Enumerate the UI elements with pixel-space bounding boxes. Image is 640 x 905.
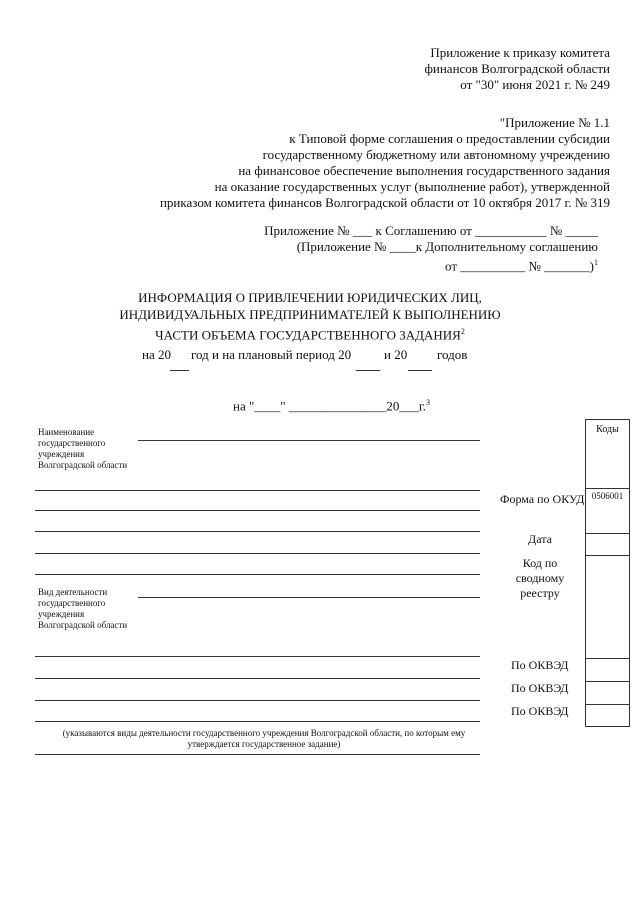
codes-divider-1 <box>586 488 629 489</box>
institution-name-input-line[interactable] <box>138 440 480 441</box>
typical-form-line3: государственному бюджетному или автономному учреждению <box>262 147 610 162</box>
codes-header: Коды <box>596 424 619 435</box>
order-appendix <box>424 45 610 93</box>
codes-divider-3 <box>586 555 629 556</box>
footnote-1: 1 <box>594 258 598 267</box>
codes-divider-2 <box>586 533 629 534</box>
document-title <box>80 289 540 343</box>
agreement-ref-line3: от __________ № _______)$^1$ <box>445 258 598 274</box>
typical-form-line2: к Типовой форме соглашения о предоставлении субсидии <box>289 131 610 146</box>
typical-form-line1: "Приложение № 1.1 <box>499 115 610 130</box>
okved-label-3: По ОКВЭД <box>511 704 569 718</box>
activity-line-6[interactable] <box>35 754 480 755</box>
form-code-cell: 0506001 <box>591 491 624 501</box>
institution-name-line-4[interactable] <box>35 531 480 532</box>
form-okud-label: Форма по ОКУД <box>500 492 585 506</box>
activity-line-5[interactable] <box>35 721 480 722</box>
title-line3: ЧАСТИ ОБЪЕМА ГОСУДАРСТВЕННОГО ЗАДАНИЯ$^2$ <box>155 327 465 343</box>
date-label: Дата <box>528 532 552 546</box>
activity-type-input-line[interactable] <box>138 597 480 598</box>
registry-code-label: Код по сводному реестру <box>515 556 565 600</box>
activity-type-label: Вид деятельности государственного учреждения Волгоградской области <box>38 587 128 630</box>
title-line2: ИНДИВИДУАЛЬНЫХ ПРЕДПРИНИМАТЕЛЕЙ К ВЫПОЛНЕНИЮ <box>119 307 501 322</box>
institution-name-line-6[interactable] <box>35 574 480 575</box>
period-part3: и 20 <box>384 347 408 362</box>
codes-divider-5 <box>586 681 629 682</box>
agreement-reference <box>264 223 598 274</box>
activity-line-3[interactable] <box>35 678 480 679</box>
date-line: на "____" _______________20___г.$^3$ <box>233 398 430 414</box>
period-part2: год и на плановый период 20 <box>191 347 352 362</box>
agreement-ref-line2: (Приложение № ____к Дополнительному соглашению <box>296 239 598 254</box>
typical-form-line4: на финансовое обеспечение выполнения государственного задания <box>238 163 610 178</box>
order-appendix-line3: от "30" июня 2021 г. № 249 <box>460 77 610 92</box>
activity-line-4[interactable] <box>35 700 480 701</box>
typical-form-reference <box>160 115 610 211</box>
okved-label-2: По ОКВЭД <box>511 681 569 695</box>
okved-label-1: По ОКВЭД <box>511 658 569 672</box>
order-appendix-line2: финансов Волгоградской области <box>424 61 610 76</box>
codes-table <box>585 419 630 727</box>
codes-divider-4 <box>586 658 629 659</box>
order-appendix-line1: Приложение к приказу комитета <box>430 45 610 60</box>
title-line1: ИНФОРМАЦИЯ О ПРИВЛЕЧЕНИИ ЮРИДИЧЕСКИХ ЛИЦ, <box>138 290 482 305</box>
institution-name-line-5[interactable] <box>35 553 480 554</box>
institution-name-label: Наименование государственного учреждения Волгоградской области <box>38 427 128 470</box>
activity-note: (указываются виды деятельности государственного учреждения Волгоградской области, по которым ему утверждается государственное задание) <box>62 728 466 749</box>
typical-form-line6: приказом комитета финансов Волгоградской области от 10 октября 2017 г. № 319 <box>159 195 610 210</box>
footnote-2: 2 <box>460 327 465 336</box>
institution-name-line-2[interactable] <box>35 490 480 491</box>
period-blank-3[interactable] <box>408 370 432 371</box>
codes-divider-6 <box>586 704 629 705</box>
institution-name-line-3[interactable] <box>35 510 480 511</box>
typical-form-line5: на оказание государственных услуг (выполнение работ), утвержденной <box>214 179 610 194</box>
footnote-3: 3 <box>425 398 430 407</box>
period-part1: на 20 <box>142 347 171 362</box>
period-part4: годов <box>437 347 468 362</box>
activity-line-2[interactable] <box>35 656 480 657</box>
agreement-ref-line1: Приложение № ___ к Соглашению от ___________ № _____ <box>264 223 598 238</box>
period-blank-2[interactable] <box>356 370 380 371</box>
period-blank-1[interactable] <box>170 370 189 371</box>
